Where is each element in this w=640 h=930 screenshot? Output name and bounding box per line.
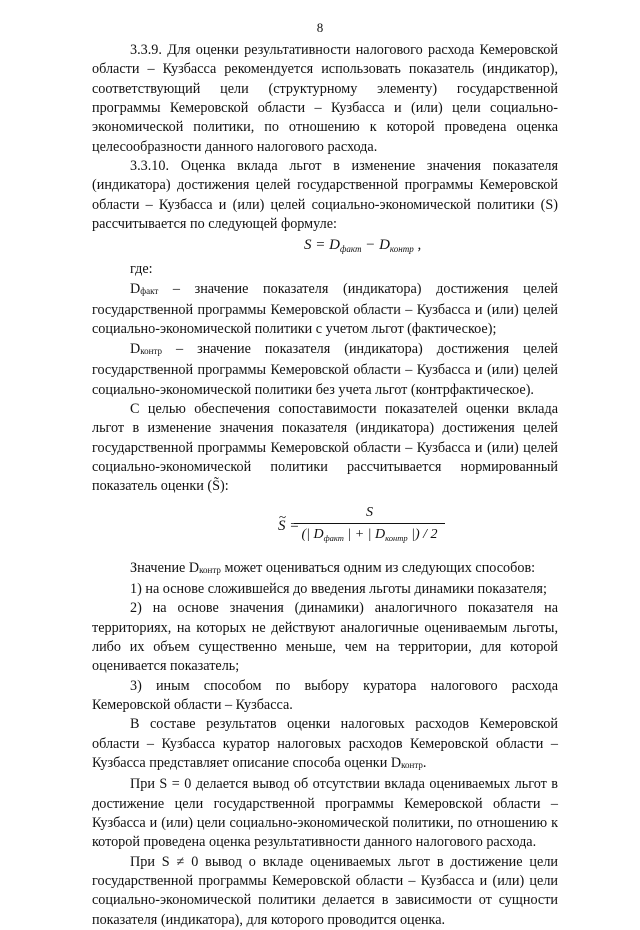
document-body bbox=[92, 41, 558, 930]
formula-numerator: S bbox=[366, 504, 373, 520]
list-item-1: 1) на основе сложившейся до введения льготы динамики показателя; bbox=[130, 580, 547, 597]
formula-s-normalized bbox=[92, 503, 558, 553]
page-number: 8 bbox=[316, 20, 324, 35]
formula-s-mid: − D bbox=[361, 237, 390, 254]
den-sub-contr: контр bbox=[385, 532, 408, 543]
paragraph-curator bbox=[92, 715, 558, 775]
p5-sub: контр bbox=[401, 760, 423, 770]
formula-s-tail: , bbox=[413, 237, 422, 254]
where-label: где: bbox=[130, 261, 153, 278]
formula-denominator bbox=[292, 524, 447, 549]
def-contr-text: – значение показателя (индикатора) достижения целей государственной программы Кемеровской области – Кузбасса и (или) целей социально-экономической политики без учета льгот (контрфактическое). bbox=[92, 340, 558, 398]
paragraph-3-3-9: 3.3.9. Для оценки результативности налогового расхода Кемеровской области – Кузбасса рекомендуется использовать показатель (индикатор), соответствующий цели (структурному элементу) государственной программы Кемеровской области – Кузбасса и (или) цели социально-экономической политики, по отношению к которой проведена оценка целесообразности данного налогового расхода. bbox=[92, 42, 558, 155]
formula-s-lhs: S = D bbox=[304, 237, 340, 254]
definition-d-fact bbox=[92, 280, 558, 340]
paragraph-3-3-10: 3.3.10. Оценка вклада льгот в изменение значения показателя (индикатора) достижения целей государственной программы Кемеровской области – Кузбасса и (или) целей социально-экономической политики (S) рассчитывается по следующей формуле: bbox=[92, 158, 558, 233]
formula-s bbox=[92, 234, 558, 260]
p5-text-b: . bbox=[422, 755, 427, 771]
paragraph-dcontr-methods bbox=[92, 559, 558, 580]
def-fact-sub: факт bbox=[140, 285, 159, 296]
def-contr-symbol: D bbox=[130, 340, 141, 357]
den-part-b: | + | D bbox=[343, 526, 386, 542]
def-fact-symbol: D bbox=[130, 280, 141, 297]
list-item-3: 3) иным способом по выбору куратора налогового расхода Кемеровской области – Кузбасса. bbox=[92, 677, 558, 713]
p4-text-b: может оцениваться одним из следующих способов: bbox=[220, 559, 536, 576]
def-contr-sub: контр bbox=[140, 345, 163, 356]
den-part-c: |) / 2 bbox=[407, 526, 438, 542]
den-sub-fact: факт bbox=[323, 532, 344, 543]
den-part-a: (| D bbox=[301, 526, 324, 542]
paragraph-s-nonzero: При S ≠ 0 вывод о вкладе оцениваемых льгот в достижение цели государственной программы Кемеровской области – Кузбасса и (или) цели социально-экономической политики делается в зависимости от сущности показателя (индикатора), для которого проводится оценка. bbox=[92, 853, 558, 928]
formula-s-sub-contr: контр bbox=[389, 244, 414, 255]
formula-tilde-s: ~ S bbox=[278, 517, 286, 536]
formula-s-sub-fact: факт bbox=[339, 244, 362, 255]
paragraph-s-zero: При S = 0 делается вывод об отсутствии вклада оцениваемых льгот в достижение цели государственной программы Кемеровской области – Кузбасса и (или) цели социально-экономической политики, по отношению к которой проведена оценка результативности данного налогового расхода. bbox=[92, 776, 558, 851]
p4-sub: контр bbox=[199, 564, 221, 575]
formula-eq-sign: = bbox=[285, 517, 300, 534]
p4-text-a: Значение D bbox=[130, 559, 200, 576]
paragraph-normalized: С целью обеспечения сопоставимости показателей оценки вклада льгот в изменение значения показателя (индикатора) достижения целей государственной программы Кемеровской области – Кузбасса и (или) целей социально-экономической политики рассчитывается нормированный показатель оценки (S̃): bbox=[92, 400, 558, 495]
list-item-2: 2) на основе значения (динамики) аналогичного показателя на территориях, на которых не действуют аналогичные оцениваемым льготы, либо их объем существенно меньше, чем на территории, для которой оценивается показатель; bbox=[92, 600, 558, 675]
formula-fraction bbox=[292, 503, 447, 549]
definition-d-contr bbox=[92, 340, 558, 400]
p5-text-a: В составе результатов оценки налоговых расходов Кемеровской области – Кузбасса куратор налоговых расходов Кемеровской области – Кузбасса представляет описание способа оценки D bbox=[92, 716, 558, 771]
def-fact-text: – значение показателя (индикатора) достижения целей государственной программы Кемеровской области – Кузбасса и (или) целей социально-экономической политики с учетом льгот (фактическое); bbox=[92, 280, 558, 338]
